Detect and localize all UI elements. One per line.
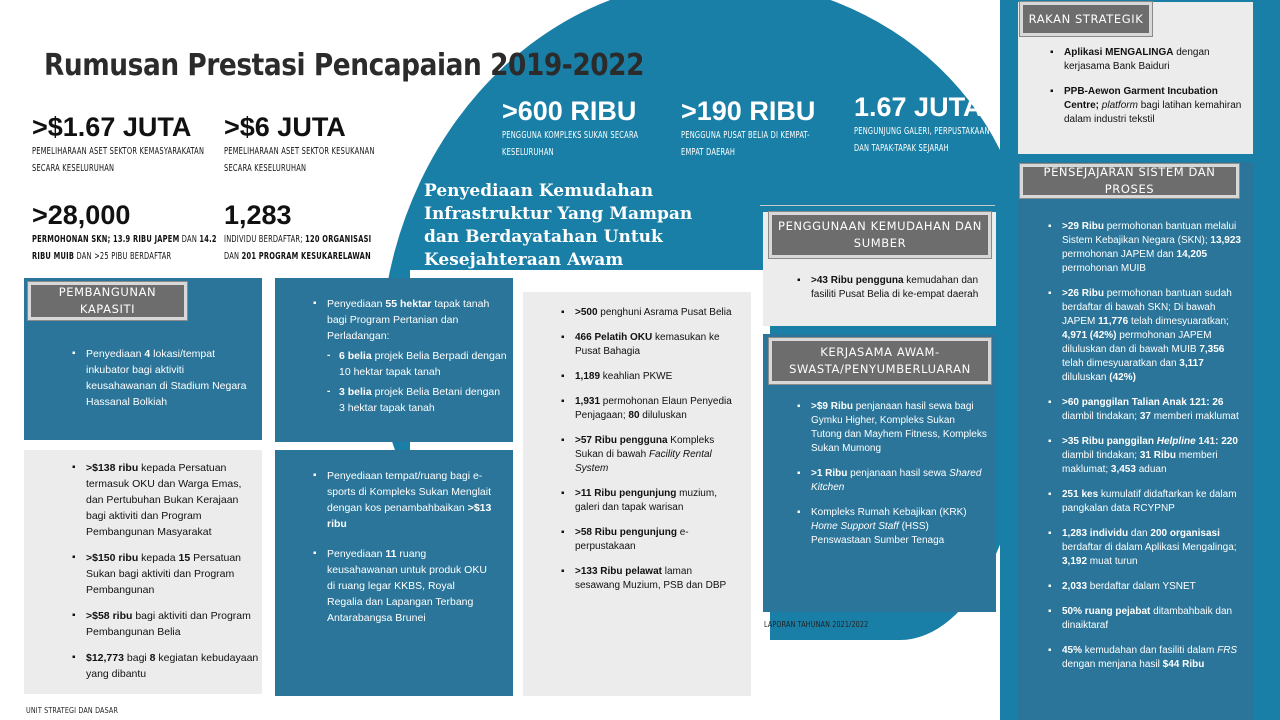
panel-ruang [275, 450, 513, 696]
list-item: ▪ >$58 ribu bagi aktiviti dan Program Pembangunan Belia [72, 608, 260, 640]
list-item: ▪ >1 Ribu penjanaan hasil sewa Shared Kitchen [797, 467, 987, 495]
stat-7 [854, 92, 1044, 157]
list-item: ▪ 466 Pelatih OKU kemasukan ke Pusat Bahagia [561, 331, 739, 359]
list-item: ▪ >60 panggilan Talian Anak 121: 26 diambil tindakan; 37 memberi maklumat [1048, 396, 1248, 424]
list-item: ▪ >29 Ribu permohonan bantuan melalui Sistem Kebajikan Negara (SKN); 13,923 permohonan JAPEM dan 14,205 permohonan MUIB [1048, 220, 1248, 276]
section-label-rakan: RAKAN STRATEGIK [1020, 2, 1152, 36]
list-item: ▪ Penyediaan 4 lokasi/tempat inkubator bagi aktiviti keusahawanan di Stadium Negara Hassanal Bolkiah [72, 346, 247, 410]
section-label-kerjasama: KERJASAMA AWAM-SWASTA/PENYUMBERLUARAN [769, 338, 991, 384]
page-title [44, 48, 644, 83]
stat-value: 1.67 JUTA [854, 92, 983, 122]
stat-label: PEMELIHARAAN ASET SEKTOR KEMASYARAKATAN SECARA KESELURUHAN [32, 146, 205, 174]
list-item: ▪ 1,931 permohonan Elaun Penyedia Penjagaan; 80 diluluskan [561, 395, 739, 423]
list-item: ▪ >500 penghuni Asrama Pusat Belia [561, 306, 739, 320]
list-item: ▪ 45% kemudahan dan fasiliti dalam FRS dengan menjana hasil $44 Ribu [1048, 644, 1248, 672]
list-item: ▪ >133 Ribu pelawat laman sesawang Muzium, PSB dan DBP [561, 565, 739, 593]
stat-label: PENGGUNA KOMPLEKS SUKAN SECARA KESELURUHAN [502, 130, 639, 158]
stat-label: PENGGUNA PUSAT BELIA DI KEMPAT-EMPAT DAERAH [681, 130, 810, 158]
section-label-pensejajaran: PENSEJAJARAN SISTEM DAN PROSES [1020, 164, 1239, 198]
title-main: Rumusan Prestasi Pencapaian [44, 48, 482, 83]
panel-pensejajaran [1018, 162, 1253, 720]
stat-value: >28,000 [32, 200, 131, 230]
sub-item: - 6 belia projek Belia Berpadi dengan 10 hektar tapak tanah [327, 348, 508, 380]
list-item: ▪ >$9 Ribu penjanaan hasil sewa bagi Gymku Higher, Kompleks Sukan Tutong dan Mayhem Fitness, Kompleks Sukan Mumong [797, 400, 987, 456]
list-item: ▪ $12,773 bagi 8 kegiatan kebudayaan yang dibantu [72, 650, 260, 682]
stat-value: >$6 JUTA [224, 112, 346, 142]
section-label-pembangunan: PEMBANGUNAN KAPASITI [28, 282, 187, 320]
list-item: ▪ >$138 ribu kepada Persatuan termasuk OKU dan Warga Emas, dan Pertubuhan Bukan Kerajaan bagi aktiviti dan Program Pembangunan Masyarakat [72, 460, 260, 540]
panel-pengguna [523, 292, 751, 696]
stat-label: INDIVIDU BERDAFTAR; 120 ORGANISASI DAN 201 PROGRAM KESUKARELAWAN [224, 234, 372, 262]
section-label-penggunaan: PENGGUNAAN KEMUDAHAN DAN SUMBER [769, 212, 991, 258]
stat-value: >$1.67 JUTA [32, 112, 192, 142]
panel-tanah [275, 278, 513, 442]
footer-right: LAPORAN TAHUNAN 2021/2022 [764, 620, 869, 629]
list-item: ▪ Aplikasi MENGALINGA dengan kerjasama Bank Baiduri [1050, 46, 1246, 74]
footer-left: UNIT STRATEGI DAN DASAR [26, 706, 119, 715]
stat-4 [224, 200, 424, 265]
list-item: ▪ PPB-Aewon Garment Incubation Centre; platform bagi latihan kemahiran dalam industri tekstil [1050, 85, 1246, 127]
list-item: ▪ Penyediaan 55 hektar tapak tanah bagi Program Pertanian dan Perladangan: - 6 belia projek Belia Berpadi dengan 10 hektar tapak tanah - 3 belia projek Belia Betani dengan 3 hektar tapak tanah [313, 296, 508, 416]
stat-5 [502, 96, 702, 161]
stat-label: PENGUNJUNG GALERI, PERPUSTAKAAN DAN TAPAK-TAPAK SEJARAH [854, 126, 990, 154]
list-item: ▪ 251 kes kumulatif didaftarkan ke dalam pangkalan data RCYPNP [1048, 488, 1248, 516]
list-item: ▪ 1,189 keahlian PKWE [561, 370, 739, 384]
list-item: ▪ >26 Ribu permohonan bantuan sudah berdaftar di bawah SKN; Di bawah JAPEM 11,776 telah dimesyuaratkan; 4,971 (42%) permohonan JAPEM diluluskan dan di bawah MUIB 7,356 telah dimesyuaratkan dan 3,117 diluluskan (42%) [1048, 287, 1248, 385]
sub-item: - 3 belia projek Belia Betani dengan 3 hektar tapak tanah [327, 384, 508, 416]
stat-label: PERMOHONAN SKN; 13.9 RIBU JAPEM DAN 14.2 RIBU MUIB DAN >25 PIBU BERDAFTAR [32, 234, 217, 262]
list-item: ▪ 50% ruang pejabat ditambahbaik dan dinaiktaraf [1048, 605, 1248, 633]
list-item: ▪ >$150 ribu kepada 15 Persatuan Sukan bagi aktiviti dan Program Pembangunan [72, 550, 260, 598]
center-heading: Penyediaan Kemudahan Infrastruktur Yang Mampan dan Berdayatahan Untuk Kesejahteraan Awam [424, 181, 693, 270]
stat-value: >600 RIBU [502, 96, 637, 126]
list-item: ▪ >43 Ribu pengguna kemudahan dan fasiliti Pusat Belia di ke-empat daerah [797, 274, 987, 302]
divider [760, 205, 995, 206]
stat-6 [681, 96, 851, 161]
stat-value: 1,283 [224, 200, 292, 230]
stat-value: >190 RIBU [681, 96, 816, 126]
list-item: ▪ Penyediaan tempat/ruang bagi e-sports di Kompleks Sukan Menglait dengan kos penambahbaikan >$13 ribu [313, 468, 493, 532]
list-item: ▪ >35 Ribu panggilan Helpline 141: 220 diambil tindakan; 31 Ribu memberi maklumat; 3,453 aduan [1048, 435, 1248, 477]
list-item: ▪ 2,033 berdaftar dalam YSNET [1048, 580, 1248, 594]
title-year: 2019-2022 [490, 48, 645, 83]
list-item: ▪ Penyediaan 11 ruang keusahawanan untuk produk OKU di ruang legar KKBS, Royal Regalia dan Lapangan Terbang Antarabangsa Brunei [313, 546, 493, 626]
list-item: ▪ >57 Ribu pengguna Kompleks Sukan di bawah Facility Rental System [561, 434, 739, 476]
list-item: ▪ 1,283 individu dan 200 organisasi berdaftar di dalam Aplikasi Mengalinga; 3,192 muat turun [1048, 527, 1248, 569]
list-item: ▪ Kompleks Rumah Kebajikan (KRK) Home Support Staff (HSS) Penswastaan Sumber Tenaga [797, 506, 987, 548]
panel-pembangunan-2 [24, 450, 262, 694]
stat-label: PEMELIHARAAN ASET SEKTOR KESUKANAN SECARA KESELURUHAN [224, 146, 375, 174]
list-item: ▪ >58 Ribu pengunjung e-perpustakaan [561, 526, 739, 554]
stat-2 [224, 112, 454, 177]
list-item: ▪ >11 Ribu pengunjung muzium, galeri dan tapak warisan [561, 487, 739, 515]
